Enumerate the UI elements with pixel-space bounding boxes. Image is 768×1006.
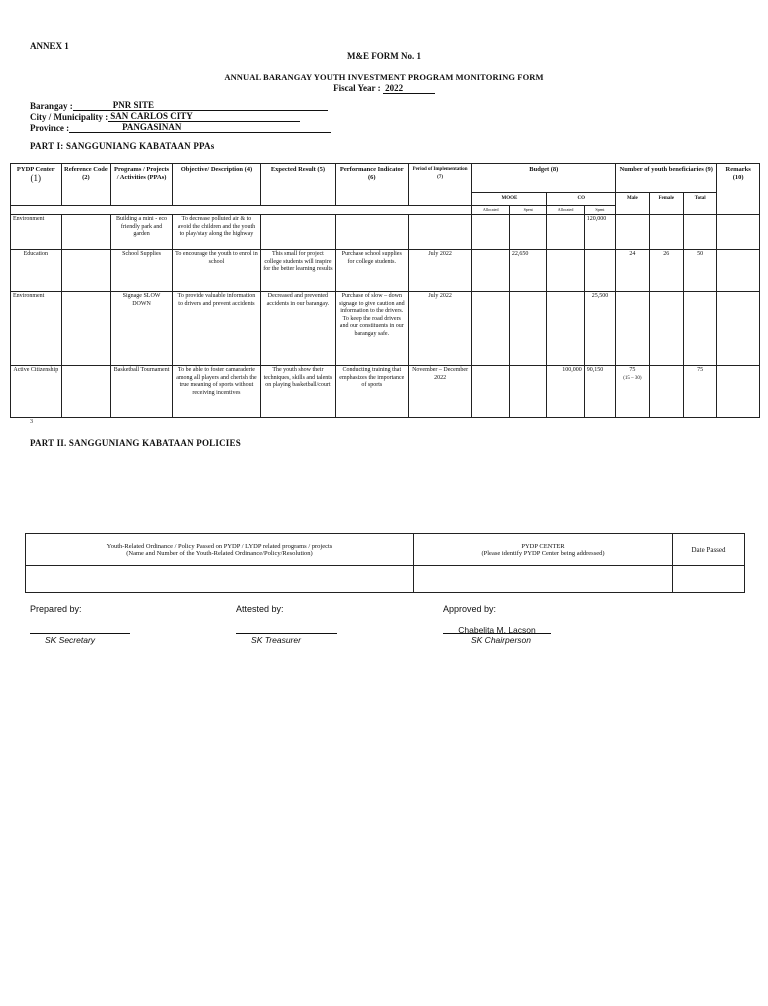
province-row <box>30 122 331 133</box>
period-cell: July 2022 <box>408 292 472 366</box>
city-row <box>30 111 300 122</box>
female-cell <box>649 215 683 250</box>
table-row <box>11 292 760 366</box>
remarks-cell <box>717 250 760 292</box>
co-spent-cell <box>584 250 615 292</box>
male-cell <box>616 292 649 366</box>
policies-header-row <box>26 534 745 566</box>
remarks-cell <box>717 366 760 418</box>
ref-cell <box>61 366 111 418</box>
pydp-center-cell <box>414 566 673 593</box>
co-spent-cell: 120,000 <box>584 215 615 250</box>
co-allocated-header: Allocated <box>547 206 584 215</box>
female-cell: 26 <box>649 250 683 292</box>
pydp-cell: Active Citizenship <box>11 366 62 418</box>
indicator-cell: Purchase school supplies for college students. <box>335 250 408 292</box>
part1-title: PART I: SANGGUNIANG KABATAAN PPAs <box>30 141 215 151</box>
barangay-row <box>30 100 328 111</box>
remarks-cell <box>717 292 760 366</box>
attested-role: SK Treasurer <box>251 635 301 645</box>
mooe-allocated-cell <box>472 292 509 366</box>
objective-cell: To provide valuable information to drivers and prevent accidents <box>172 292 260 366</box>
fiscal-year-number: 2022 <box>385 83 404 93</box>
form-number: M&E FORM No. 1 <box>347 51 421 61</box>
mooe-allocated-cell <box>472 250 509 292</box>
province-label: Province : <box>30 123 70 133</box>
expected-cell: Decreased and prevented accidents in our barangay. <box>260 292 335 366</box>
male-age-note: (15 – 30) <box>623 375 642 381</box>
co-allocated-cell: 100,000 <box>547 366 584 418</box>
period-header: Period of Implementation (7) <box>408 164 472 206</box>
co-allocated-cell <box>547 292 584 366</box>
form-title: ANNUAL BARANGAY YOUTH INVESTMENT PROGRAM MONITORING FORM <box>224 72 544 82</box>
ref-cell <box>61 292 111 366</box>
period-cell: July 2022 <box>408 250 472 292</box>
barangay-value: PNR SITE <box>73 100 328 111</box>
mooe-spent-cell <box>509 366 546 418</box>
female-header: Female <box>649 193 683 215</box>
table-row <box>11 366 760 418</box>
table-row <box>11 215 760 250</box>
remarks-header: Remarks (10) <box>717 164 760 215</box>
ppa-cell: Signage SLOW DOWN <box>111 292 173 366</box>
header-row-1 <box>11 164 760 193</box>
mooe-spent-cell <box>509 215 546 250</box>
mooe-spent-cell <box>509 292 546 366</box>
total-cell: 75 <box>683 366 716 418</box>
ppa-table <box>10 163 760 418</box>
prepared-signature-line <box>30 633 130 634</box>
objective-header: Objective/ Description (4) <box>172 164 260 206</box>
ref-cell <box>61 215 111 250</box>
total-cell <box>683 292 716 366</box>
policies-row <box>26 566 745 593</box>
policy-cell <box>26 566 414 593</box>
ref-cell <box>61 250 111 292</box>
fiscal-year-value <box>383 83 435 94</box>
co-spent-cell: 25,500 <box>584 292 615 366</box>
expected-header: Expected Result (5) <box>260 164 335 206</box>
objective-cell: To be able to foster camaraderie among all players and cherish the true meaning of sports without receiving incentives <box>172 366 260 418</box>
pydp-header-num: (1) <box>30 173 42 183</box>
table-row <box>11 250 760 292</box>
pydp-center-header-line1: PYDP CENTER <box>521 542 565 550</box>
male-header: Male <box>616 193 649 215</box>
indicator-cell: Conducting training that emphasizes the importance of sports <box>335 366 408 418</box>
attested-signature-line <box>236 633 337 634</box>
co-spent-cell: 90,150 <box>584 366 615 418</box>
city-value: SAN CARLOS CITY <box>108 111 300 122</box>
period-cell <box>408 215 472 250</box>
pydp-header-text: PYDP Center <box>16 166 55 173</box>
pydp-center-header <box>414 534 673 566</box>
co-allocated-cell <box>547 250 584 292</box>
pydp-cell: Environment <box>11 215 62 250</box>
total-cell: 50 <box>683 250 716 292</box>
programs-header: Programs / Projects / Activities (PPAs) <box>111 164 173 206</box>
header-spacer <box>11 206 472 215</box>
pydp-cell: Environment <box>11 292 62 366</box>
policy-header-line2: (Name and Number of the Youth-Related Ordinance/Policy/Resolution) <box>126 549 313 557</box>
policies-table <box>25 533 745 593</box>
male-count: 75 <box>629 367 636 373</box>
ref-header: Reference Code (2) <box>61 164 111 206</box>
remarks-cell <box>717 215 760 250</box>
indicator-cell <box>335 215 408 250</box>
expected-cell <box>260 215 335 250</box>
ppa-cell: Building a mini - eco friendly park and garden <box>111 215 173 250</box>
expected-cell: This small for project college students will inspire for the better learning results <box>260 250 335 292</box>
ppa-cell: School Supplies <box>111 250 173 292</box>
approved-role: SK Chairperson <box>470 635 531 645</box>
prepared-by-label: Prepared by: <box>30 604 82 614</box>
total-cell <box>683 215 716 250</box>
mooe-allocated-cell <box>472 215 509 250</box>
pydp-center-header-line2: (Please identify PYDP Center being addressed) <box>481 549 605 557</box>
fiscal-year <box>0 83 768 94</box>
annex-label: ANNEX 1 <box>30 41 69 51</box>
male-cell: 24 <box>616 250 649 292</box>
approved-by-label: Approved by: <box>443 604 497 614</box>
female-cell <box>649 366 683 418</box>
attested-by-label: Attested by: <box>236 604 284 614</box>
pydp-header <box>11 164 62 206</box>
mooe-spent-header: Spent <box>509 206 546 215</box>
male-cell <box>616 215 649 250</box>
mooe-spent-cell: 22,650 <box>509 250 546 292</box>
total-header: Total <box>683 193 716 215</box>
date-passed-header: Date Passed <box>673 534 745 566</box>
footnote: 3 <box>30 419 33 425</box>
period-cell: November – December 2022 <box>408 366 472 418</box>
province-value: PANGASINAN <box>69 122 331 133</box>
approved-name: Chabelita M. Lacson <box>458 625 536 635</box>
indicator-cell: Purchase of slow – down signage to give caution and information to the drivers. To keep the road drivers and our constituents in our barangay safe. <box>335 292 408 366</box>
objective-cell: To encourage the youth to enrol in school <box>172 250 260 292</box>
fiscal-colon: : <box>377 83 383 93</box>
co-allocated-cell <box>547 215 584 250</box>
ppa-cell: Basketball Tournament <box>111 366 173 418</box>
prepared-role: SK Secretary <box>44 635 96 645</box>
date-passed-cell <box>673 566 745 593</box>
beneficiaries-header: Number of youth beneficiaries (9) <box>616 164 717 193</box>
co-header: CO <box>547 193 616 206</box>
mooe-allocated-cell <box>472 366 509 418</box>
objective-cell: To decrease polluted air & to avoid the children and the youth to play/stay along the highway <box>172 215 260 250</box>
city-label: City / Municipality : <box>30 112 109 122</box>
part2-title: PART II. SANGGUNIANG KABATAAN POLICIES <box>30 438 241 448</box>
mooe-allocated-header: Allocated <box>472 206 509 215</box>
policy-header <box>26 534 414 566</box>
expected-cell: The youth show their techniques, skills and talents on playing basketball/court <box>260 366 335 418</box>
co-spent-header: Spent <box>584 206 615 215</box>
barangay-label: Barangay : <box>30 101 73 111</box>
mooe-header: MOOE <box>472 193 547 206</box>
male-cell <box>616 366 649 418</box>
indicator-header: Performance Indicator (6) <box>335 164 408 206</box>
budget-header: Budget (8) <box>472 164 616 193</box>
female-cell <box>649 292 683 366</box>
pydp-cell: Education <box>11 250 62 292</box>
fiscal-year-label: Fiscal Year <box>333 83 376 93</box>
policy-header-line1: Youth-Related Ordinance / Policy Passed on PYDP / LYDP related programs / projects <box>106 542 333 550</box>
